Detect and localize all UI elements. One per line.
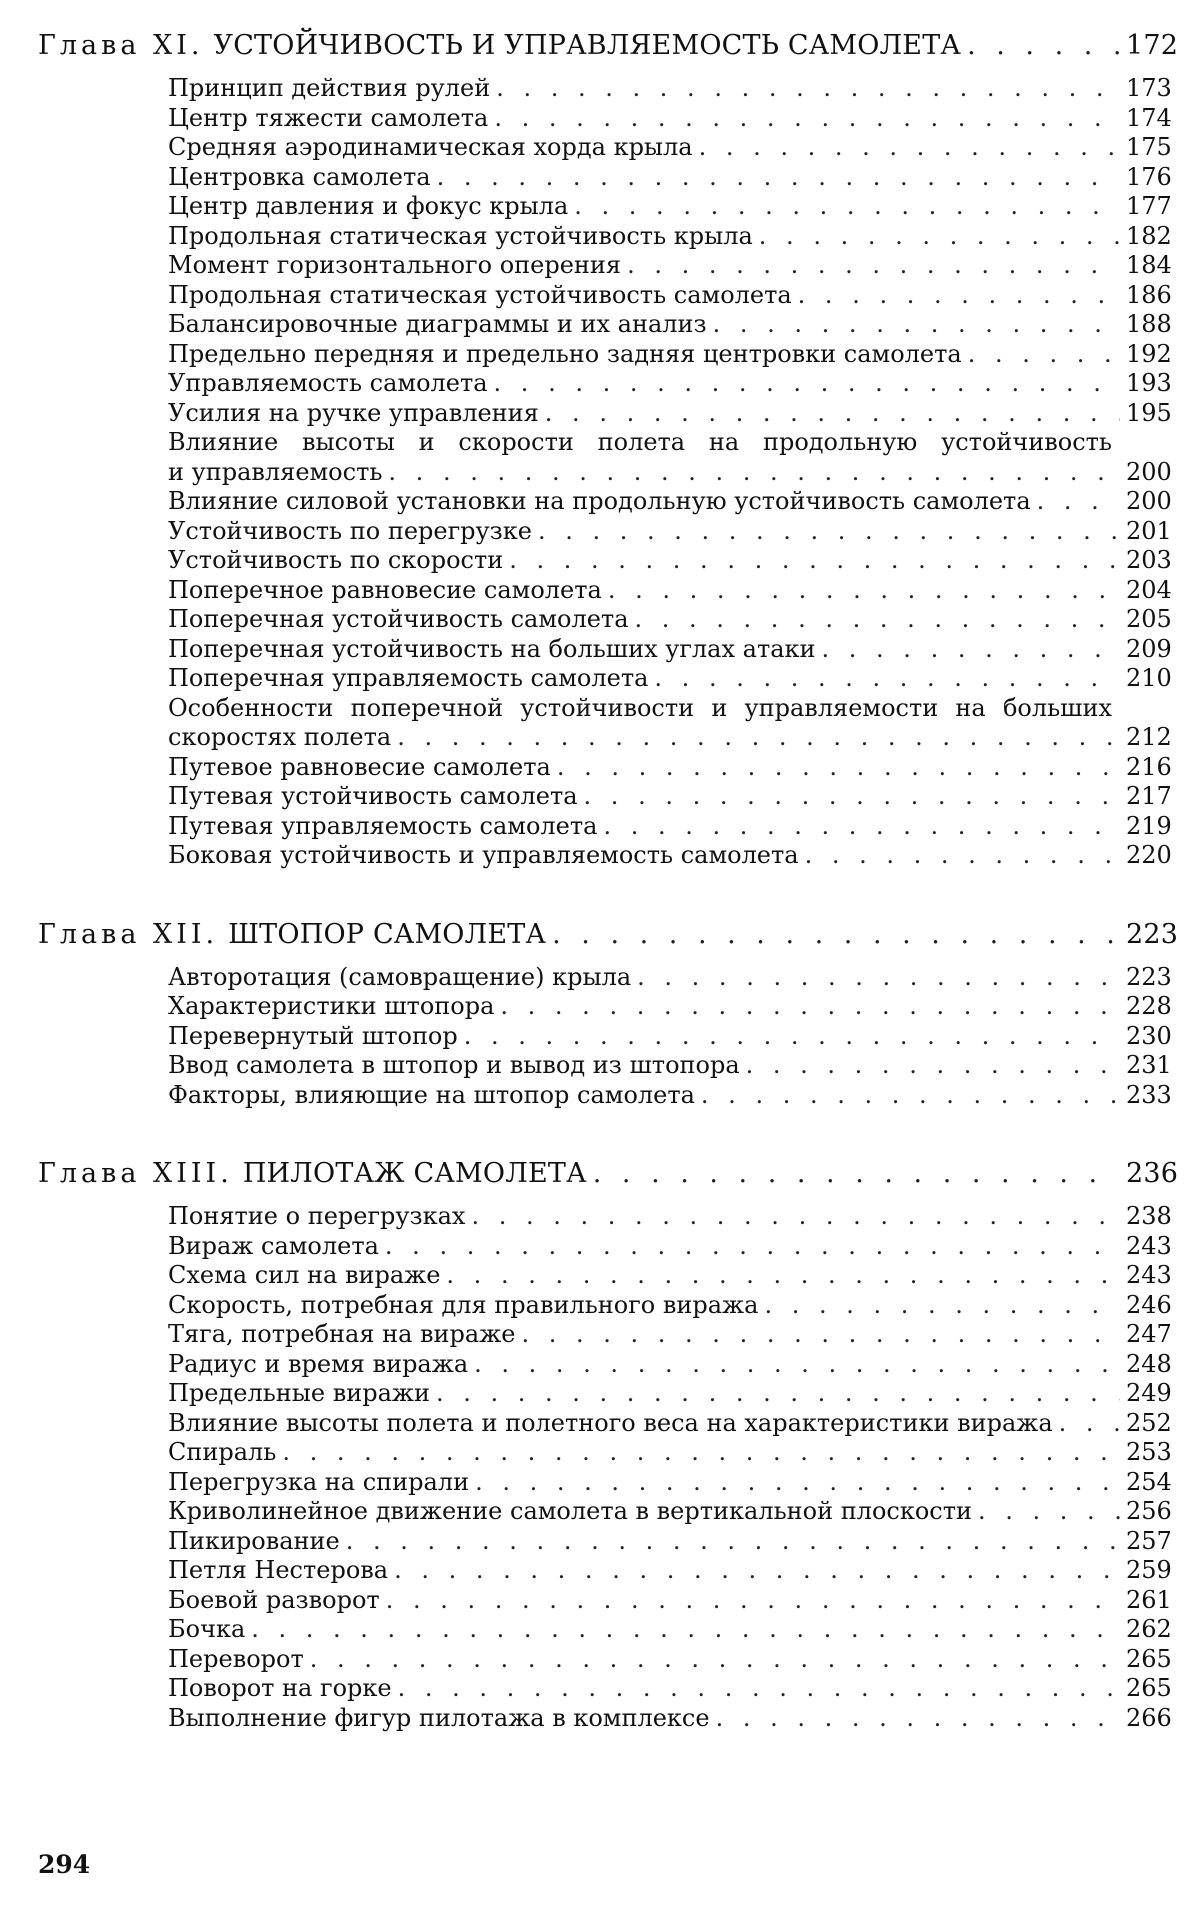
toc-entry-title: Средняя аэродинамическая хорда крыла	[168, 133, 693, 161]
toc-entry-page-number: 261	[1126, 1585, 1172, 1614]
dot-leader	[716, 1704, 1120, 1734]
dot-leader	[282, 1438, 1120, 1468]
toc-entry	[168, 221, 1172, 252]
toc-entry-page-number: 174	[1126, 103, 1172, 132]
toc-entry-page-number: 203	[1126, 546, 1172, 574]
dot-leader	[251, 1615, 1120, 1645]
toc-entry-title: Петля Нестерова	[168, 1556, 389, 1584]
toc-entry-page-number: 216	[1126, 752, 1172, 781]
dot-leader	[593, 1156, 1120, 1192]
toc-entry	[168, 752, 1172, 783]
toc-entry	[168, 992, 1172, 1022]
toc-entry-title: Поворот на горке	[168, 1674, 392, 1702]
dot-leader	[394, 1556, 1120, 1586]
chapter-heading	[38, 917, 1179, 953]
toc-entry-title: Путевое равновесие самолета	[168, 752, 551, 781]
toc-entry	[168, 103, 1172, 134]
toc-entry	[168, 1349, 1172, 1380]
toc-entry-title: Боковая устойчивость и управляемость самолета	[168, 841, 799, 869]
table-of-contents	[38, 28, 1179, 1779]
toc-entry-page-number: 184	[1126, 251, 1172, 279]
toc-entry	[168, 1615, 1172, 1645]
dot-leader	[545, 399, 1120, 429]
toc-entry-page-number: 209	[1126, 634, 1172, 663]
toc-entry	[168, 398, 1172, 429]
toc-entry-title: Вираж самолета	[168, 1231, 379, 1260]
toc-entry-page-number: 243	[1126, 1231, 1172, 1260]
toc-entry	[168, 1320, 1172, 1350]
toc-entry	[168, 1438, 1172, 1468]
toc-entry-page-number: 266	[1126, 1703, 1172, 1732]
dot-leader	[701, 1081, 1120, 1111]
toc-entry-page-number: 200	[1126, 457, 1172, 486]
toc-entry	[168, 962, 1172, 993]
dot-leader	[805, 841, 1120, 871]
toc-entry-title: Поперечная управляемость самолета	[168, 664, 649, 692]
dot-leader	[388, 458, 1120, 488]
dot-leader	[574, 192, 1120, 222]
toc-entry-page-number: 210	[1126, 664, 1172, 692]
toc-entry	[168, 1703, 1172, 1734]
chapter-block	[38, 1156, 1179, 1733]
toc-entry-title: Центр тяжести самолета	[168, 103, 489, 132]
toc-entry-page-number: 177	[1126, 192, 1172, 220]
toc-entry-title: Схема сил на вираже	[168, 1261, 441, 1289]
section-list	[38, 1202, 1172, 1733]
dot-leader	[603, 812, 1120, 842]
dot-leader	[494, 369, 1120, 399]
toc-entry-title: Предельно передняя и предельно задняя центровки самолета	[168, 339, 962, 368]
toc-entry-title: Влияние силовой установки на продольную устойчивость самолета	[168, 487, 1031, 515]
toc-entry-title: Устойчивость по перегрузке	[168, 516, 532, 545]
dot-leader	[310, 1645, 1120, 1675]
dot-leader	[635, 605, 1120, 635]
toc-entry-title: Перегрузка на спирали	[168, 1467, 470, 1496]
toc-entry-title: Радиус и время виража	[168, 1349, 469, 1378]
dot-leader	[746, 1051, 1120, 1081]
toc-entry-page-number: 212	[1126, 723, 1172, 751]
chapter-heading	[38, 28, 1179, 64]
toc-entry	[168, 1290, 1172, 1321]
chapter-label: Глава XIII.	[38, 1158, 233, 1189]
toc-entry	[168, 575, 1172, 606]
toc-entry-title: Момент горизонтального оперения	[168, 251, 622, 279]
toc-entry-page-number: 265	[1126, 1644, 1172, 1673]
toc-entry	[168, 1051, 1172, 1081]
dot-leader	[608, 576, 1120, 606]
toc-entry-title: Принцип действия рулей	[168, 74, 491, 102]
dot-leader	[386, 1586, 1120, 1616]
toc-entry-page-number: 186	[1126, 280, 1172, 309]
toc-entry	[168, 1556, 1172, 1586]
toc-entry-title: Путевая устойчивость самолета	[168, 782, 578, 810]
dot-leader	[464, 1022, 1120, 1052]
dot-leader	[699, 133, 1120, 163]
toc-entry-title: Продольная статическая устойчивость крыла	[168, 221, 753, 250]
toc-entry	[168, 1467, 1172, 1498]
toc-entry	[168, 516, 1172, 547]
toc-entry-page-number: 256	[1126, 1497, 1172, 1525]
toc-entry-title: скоростях полета	[168, 723, 392, 751]
dot-leader	[522, 1320, 1121, 1350]
toc-entry-title: Центровка самолета	[168, 162, 431, 191]
section-list	[38, 962, 1172, 1111]
dot-leader	[798, 281, 1120, 311]
toc-entry-page-number: 262	[1126, 1615, 1172, 1643]
chapter-page-number: 236	[1126, 1158, 1179, 1189]
toc-entry-title: Устойчивость по скорости	[168, 546, 504, 574]
toc-entry	[168, 251, 1172, 281]
toc-entry-title: Продольная статическая устойчивость самолета	[168, 280, 792, 309]
toc-entry-title: Скорость, потребная для правильного виража	[168, 1290, 759, 1319]
toc-entry-page-number: 201	[1126, 516, 1172, 545]
toc-entry	[168, 310, 1172, 340]
dot-leader	[1037, 487, 1120, 517]
toc-entry	[168, 487, 1172, 517]
chapter-title: ШТОПОР САМОЛЕТА	[228, 918, 547, 950]
toc-entry-page-number: 219	[1126, 811, 1172, 840]
toc-entry	[168, 1408, 1172, 1439]
toc-entry-title: Спираль	[168, 1438, 277, 1466]
toc-entry-page-number: 228	[1126, 992, 1172, 1020]
dot-leader	[637, 963, 1120, 993]
dot-leader	[1059, 1409, 1120, 1439]
dot-leader	[475, 1468, 1120, 1498]
toc-entry	[168, 339, 1172, 370]
toc-entry-page-number: 248	[1126, 1349, 1172, 1378]
toc-entry-page-number: 192	[1126, 339, 1172, 368]
toc-entry-page-number: 175	[1126, 133, 1172, 161]
chapter-title: УСТОЙЧИВОСТЬ И УПРАВЛЯЕМОСТЬ САМОЛЕТА	[213, 30, 962, 61]
toc-entry-title: Балансировочные диаграммы и их анализ	[168, 310, 707, 338]
chapter-block	[38, 917, 1179, 1111]
dot-leader	[471, 1202, 1120, 1232]
toc-entry-title: Поперечная устойчивость на больших углах атаки	[168, 634, 816, 663]
toc-entry-title: Путевая управляемость самолета	[168, 811, 598, 840]
toc-entry-title: Перевернутый штопор	[168, 1021, 458, 1050]
toc-entry-title: Центр давления и фокус крыла	[168, 192, 569, 220]
toc-entry-page-number: 265	[1126, 1674, 1172, 1702]
dot-leader	[494, 104, 1120, 134]
toc-entry	[168, 782, 1172, 812]
dot-leader	[584, 782, 1120, 812]
toc-entry-title-line1: Влияние высоты и скорости полета на продольную устойчивость	[168, 428, 1112, 456]
toc-entry	[168, 664, 1172, 694]
dot-leader	[552, 917, 1120, 953]
toc-entry-title: Выполнение фигур пилотажа в комплексе	[168, 1703, 710, 1732]
dot-leader	[538, 517, 1120, 547]
dot-leader	[713, 310, 1120, 340]
toc-entry-page-number: 238	[1126, 1202, 1172, 1230]
toc-entry-title: Факторы, влияющие на штопор самолета	[168, 1080, 695, 1109]
toc-entry-page-number: 205	[1126, 605, 1172, 633]
dot-leader	[436, 1379, 1120, 1409]
toc-entry-page-number: 217	[1126, 782, 1172, 810]
dot-leader	[437, 163, 1120, 193]
toc-entry-title: Авторотация (самовращение) крыла	[168, 962, 632, 991]
toc-entry	[168, 634, 1172, 665]
dot-leader	[822, 635, 1120, 665]
toc-entry-page-number: 253	[1126, 1438, 1172, 1466]
toc-entry-page-number: 231	[1126, 1051, 1172, 1079]
dot-leader	[978, 1497, 1120, 1527]
dot-leader	[397, 723, 1120, 753]
dot-leader	[385, 1232, 1120, 1262]
toc-entry-title: Поперечная устойчивость самолета	[168, 605, 629, 633]
toc-entry-page-number: 230	[1126, 1021, 1172, 1050]
toc-entry-page-number: 200	[1126, 487, 1172, 515]
toc-entry-page-number: 246	[1126, 1290, 1172, 1319]
toc-entry	[168, 1644, 1172, 1675]
toc-entry	[168, 280, 1172, 311]
toc-entry-title-line1: Особенности поперечной устойчивости и управляемости на больших	[168, 693, 1112, 722]
toc-entry	[168, 192, 1172, 222]
toc-entry-title: Бочка	[168, 1615, 246, 1643]
toc-entry	[168, 1497, 1172, 1527]
dot-leader	[346, 1527, 1120, 1557]
toc-entry	[168, 1261, 1172, 1291]
toc-entry-page-number: 259	[1126, 1556, 1172, 1584]
toc-entry	[168, 133, 1172, 163]
toc-entry	[168, 1379, 1172, 1409]
chapter-label: Глава XII.	[38, 918, 219, 950]
toc-entry	[168, 1202, 1172, 1232]
toc-entry-title: Ввод самолета в штопор и вывод из штопора	[168, 1051, 740, 1079]
toc-entry-title: Управляемость самолета	[168, 369, 488, 397]
toc-entry-page-number: 233	[1126, 1080, 1172, 1109]
toc-entry	[168, 428, 1172, 487]
chapter-page-number: 172	[1126, 30, 1179, 61]
toc-entry-page-number: 223	[1126, 962, 1172, 991]
toc-entry	[168, 162, 1172, 193]
toc-entry-page-number: 257	[1126, 1526, 1172, 1555]
toc-entry	[168, 693, 1172, 753]
toc-entry-page-number: 249	[1126, 1379, 1172, 1407]
toc-entry-page-number: 176	[1126, 162, 1172, 191]
toc-entry-title: Тяга, потребная на вираже	[168, 1320, 516, 1348]
chapter-title: ПИЛОТАЖ САМОЛЕТА	[242, 1158, 587, 1189]
toc-entry-page-number: 204	[1126, 575, 1172, 604]
dot-leader	[967, 28, 1120, 64]
toc-entry-page-number: 247	[1126, 1320, 1172, 1348]
toc-entry	[168, 1021, 1172, 1052]
chapter-heading	[38, 1156, 1179, 1192]
toc-entry-page-number: 254	[1126, 1467, 1172, 1496]
page-number: 294	[38, 1850, 91, 1879]
toc-entry-title: Характеристики штопора	[168, 992, 495, 1020]
toc-entry-title: Пикирование	[168, 1526, 340, 1555]
dot-leader	[764, 1291, 1120, 1321]
dot-leader	[446, 1261, 1120, 1291]
dot-leader	[627, 251, 1120, 281]
toc-entry-page-number: 243	[1126, 1261, 1172, 1289]
dot-leader	[500, 992, 1120, 1022]
toc-entry	[168, 369, 1172, 399]
dot-leader	[968, 340, 1120, 370]
toc-entry-page-number: 193	[1126, 369, 1172, 397]
toc-entry-title: Понятие о перегрузках	[168, 1202, 466, 1230]
toc-entry-page-number: 220	[1126, 841, 1172, 869]
toc-entry	[168, 74, 1172, 104]
chapter-label: Глава XI.	[38, 30, 204, 61]
section-list	[38, 74, 1172, 871]
dot-leader	[557, 753, 1120, 783]
toc-entry-title: Предельные виражи	[168, 1379, 430, 1407]
toc-entry-page-number: 188	[1126, 310, 1172, 338]
toc-entry-page-number: 173	[1126, 74, 1172, 102]
toc-entry-title: Переворот	[168, 1644, 304, 1673]
dot-leader	[496, 74, 1120, 104]
toc-entry	[168, 1674, 1172, 1704]
dot-leader	[474, 1350, 1120, 1380]
chapter-page-number: 223	[1126, 918, 1179, 950]
toc-entry	[168, 546, 1172, 576]
toc-entry	[168, 1231, 1172, 1262]
chapter-block	[38, 28, 1179, 871]
toc-entry-page-number: 195	[1126, 398, 1172, 427]
toc-entry-title: Боевой разворот	[168, 1585, 380, 1614]
toc-entry	[168, 841, 1172, 871]
toc-entry-title: Поперечное равновесие самолета	[168, 575, 602, 604]
toc-entry-title: Усилия на ручке управления	[168, 398, 539, 427]
toc-entry-page-number: 252	[1126, 1408, 1172, 1437]
toc-entry-page-number: 182	[1126, 221, 1172, 250]
dot-leader	[654, 664, 1120, 694]
toc-entry	[168, 811, 1172, 842]
dot-leader	[398, 1674, 1120, 1704]
toc-entry-title: Влияние высоты полета и полетного веса на характеристики виража	[168, 1408, 1053, 1437]
toc-entry-title: Криволинейное движение самолета в вертикальной плоскости	[168, 1497, 973, 1525]
toc-entry	[168, 1080, 1172, 1111]
toc-entry-title: и управляемость	[168, 457, 383, 486]
toc-entry	[168, 605, 1172, 635]
dot-leader	[509, 546, 1120, 576]
toc-entry	[168, 1526, 1172, 1557]
dot-leader	[759, 222, 1120, 252]
toc-entry	[168, 1585, 1172, 1616]
